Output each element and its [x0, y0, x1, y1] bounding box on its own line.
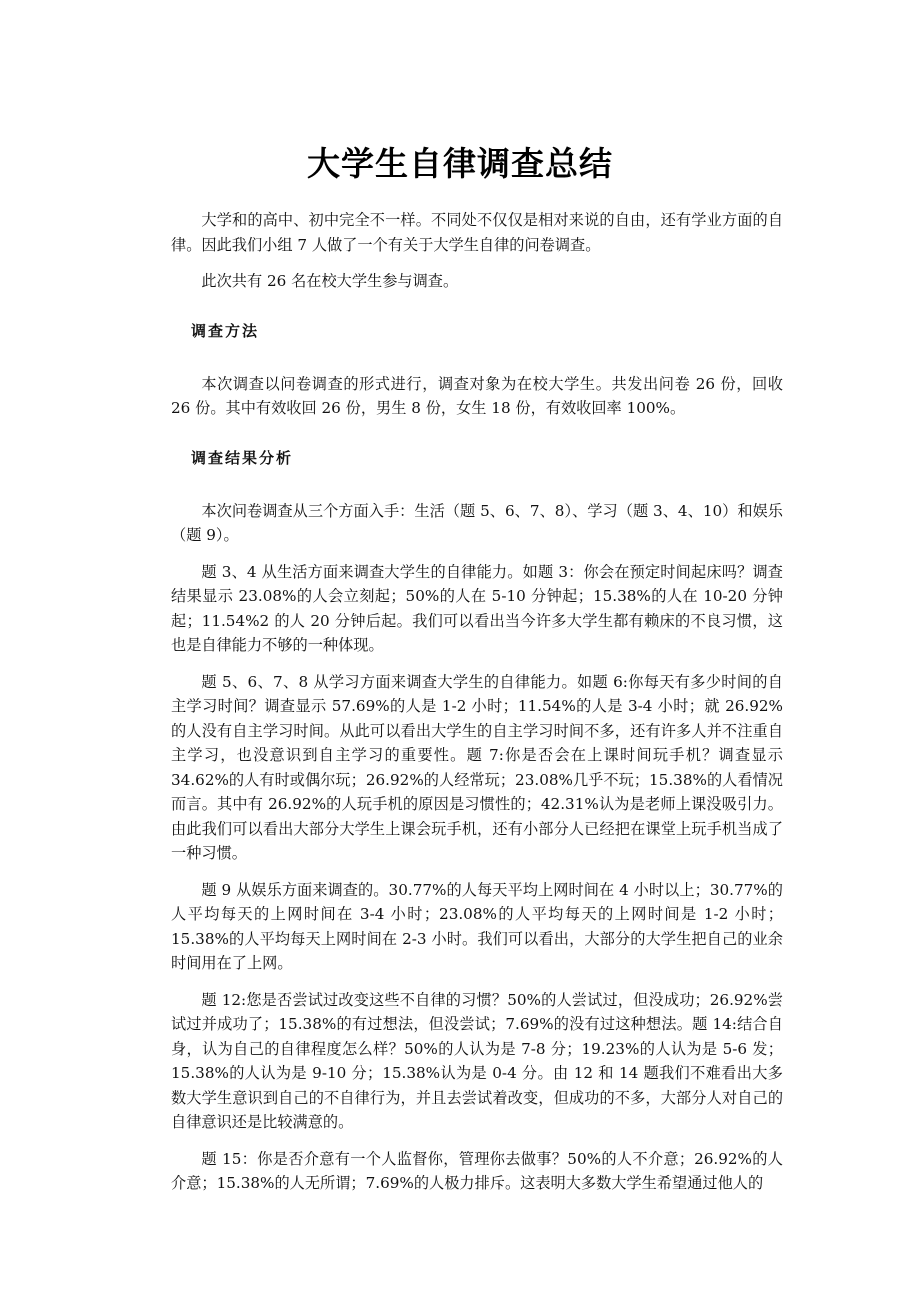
analysis-paragraph: 题 3、4 从生活方面来调查大学生的自律能力。如题 3：你会在预定时间起床吗？调查结果显示 23.08%的人会立刻起；50%的人在 5-10 分钟起；15.38%的人在 10-20 分钟起；11.54%2 的人 20 分钟后起。我们可以看出当今许多大学生都有赖床的不良习惯，这也是自律能力不够的一种体现。 [171, 562, 783, 654]
analysis-paragraph: 题 15：你是否介意有一个人监督你，管理你去做事？50%的人不介意；26.92%的人介意；15.38%的人无所谓；7.69%的人极力排斥。这表明大多数大学生希望通过他人的 [171, 1149, 783, 1192]
analysis-paragraph: 题 9 从娱乐方面来调查的。30.77%的人每天平均上网时间在 4 小时以上；30.77%的人平均每天的上网时间在 3-4 小时；23.08%的人平均每天的上网时间是 1-2 小时；15.38%的人平均每天上网时间在 2-3 小时。我们可以看出，大部分的大学生把自己的业余时间用在了上网。 [171, 880, 783, 972]
analysis-paragraph: 题 12:您是否尝试过改变这些不自律的习惯？50%的人尝试过，但没成功；26.92%尝试过并成功了；15.38%的有过想法，但没尝试；7.69%的没有过这种想法。题 14:结合自身，认为自己的自律程度怎么样？50%的人认为是 7-8 分；19.23%的人认为是 5-6 发；15.38%的人认为是 9-10 分；15.38%认为是 0-4 分。由 12 和 14 题我们不难看出大多数大学生意识到自己的不自律行为，并且去尝试着改变，但成功的不多，大部分人对自己的自律意识还是比较满意的。 [171, 990, 783, 1131]
analysis-paragraph: 题 5、6、7、8 从学习方面来调查大学生的自律能力。如题 6:你每天有多少时间的自主学习时间？调查显示 57.69%的人是 1-2 小时；11.54%的人是 3-4 小时；就 26.92%的人没有自主学习时间。从此可以看出大学生的自主学习时间不多，还有许多人并不注重自主学习，也没意识到自主学习的重要性。题 7:你是否会在上课时间玩手机？调查显示 34.62%的人有时或偶尔玩；26.92%的人经常玩；23.08%几乎不玩；15.38%的人看情况而言。其中有 26.92%的人玩手机的原因是习惯性的；42.31%认为是老师上课没吸引力。由此我们可以看出大部分大学生上课会玩手机，还有小部分人已经把在课堂上玩手机当成了一种习惯。 [171, 672, 783, 862]
method-paragraph: 本次调查以问卷调查的形式进行，调查对象为在校大学生。共发出问卷 26 份，回收 26 份。其中有效收回 26 份，男生 8 份，女生 18 份，有效收回率 100%。 [171, 374, 783, 417]
document-title: 大学生自律调查总结 [307, 144, 613, 183]
section-heading-method: 调查方法 [191, 321, 260, 340]
document-body [171, 208, 783, 1208]
section-heading-analysis: 调查结果分析 [191, 448, 294, 467]
intro-paragraph: 此次共有 26 名在校大学生参与调查。 [201, 272, 459, 290]
analysis-paragraph: 本次问卷调查从三个方面入手：生活（题 5、6、7、8）、学习（题 3、4、10）和娱乐（题 9）。 [171, 501, 783, 544]
intro-paragraph: 大学和的高中、初中完全不一样。不同处不仅仅是相对来说的自由，还有学业方面的自律。因此我们小组 7 人做了一个有关于大学生自律的问卷调查。 [171, 211, 783, 254]
